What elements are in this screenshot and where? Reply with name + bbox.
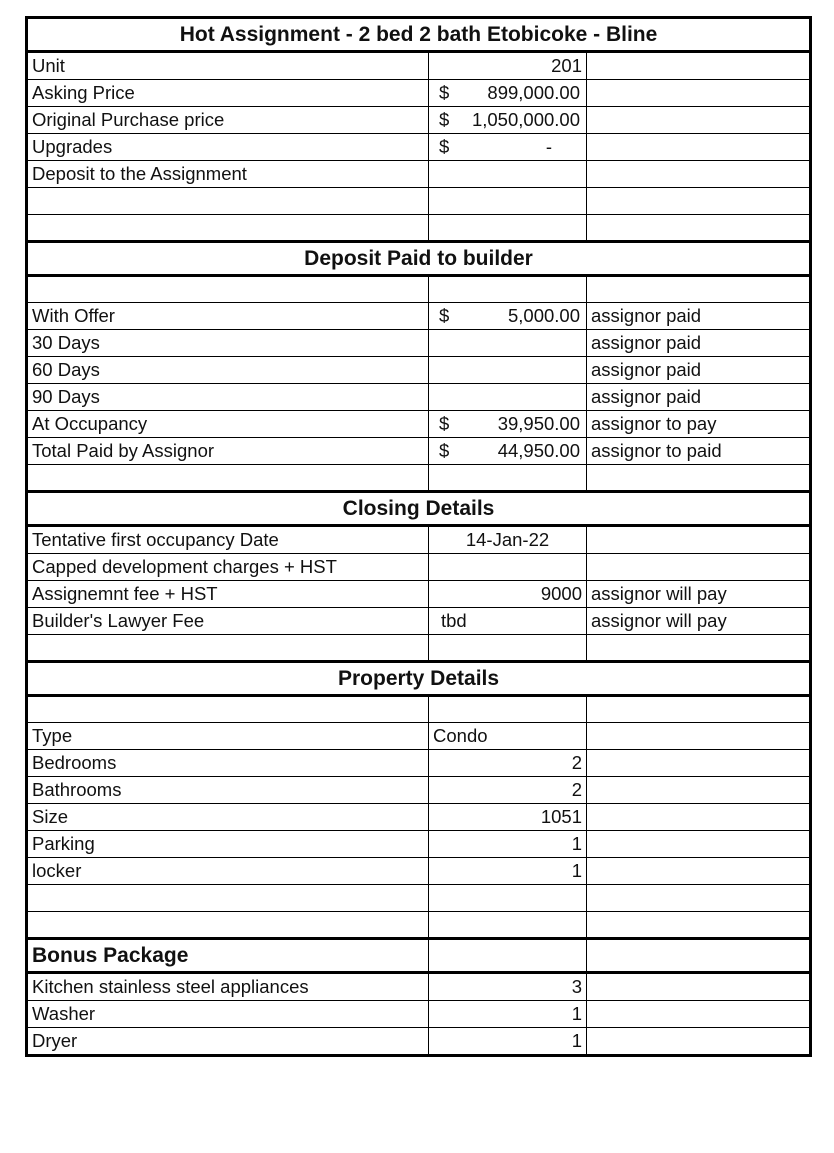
amount: - [545, 136, 552, 157]
row-note: assignor paid [587, 357, 811, 384]
row-label: Washer [27, 1001, 429, 1028]
row-label: Kitchen stainless steel appliances [27, 973, 429, 1001]
table-row [27, 1028, 811, 1056]
amount: 899,000.00 [487, 82, 580, 103]
table-row [27, 723, 811, 750]
closing-heading: Closing Details [27, 492, 811, 526]
row-value: 1 [429, 831, 587, 858]
table-row [27, 777, 811, 804]
amount: 1,050,000.00 [471, 109, 580, 130]
row-label: Upgrades [27, 134, 429, 161]
row-value: 2 [429, 750, 587, 777]
assignment-sheet [25, 16, 812, 1057]
original-price-cell [429, 107, 587, 134]
row-note: assignor will pay [587, 581, 811, 608]
row-note: assignor paid [587, 303, 811, 330]
row-label: 30 Days [27, 330, 429, 357]
row-note: assignor paid [587, 384, 811, 411]
empty-row [27, 465, 811, 492]
table-row [27, 438, 811, 465]
row-value: tbd [429, 608, 587, 635]
row-value: 3 [429, 973, 587, 1001]
currency-symbol: $ [439, 109, 450, 130]
table-row [27, 52, 811, 80]
sheet-title: Hot Assignment - 2 bed 2 bath Etobicoke - Bline [27, 18, 811, 52]
table-row [27, 107, 811, 134]
row-label: Bathrooms [27, 777, 429, 804]
deposit-heading: Deposit Paid to builder [27, 242, 811, 276]
empty-row [27, 635, 811, 662]
bonus-heading: Bonus Package [27, 939, 429, 973]
empty-row [27, 885, 811, 912]
amount-cell [429, 303, 587, 330]
row-value: 14-Jan-22 [429, 526, 587, 554]
currency-symbol: $ [439, 305, 450, 326]
asking-price-cell [429, 80, 587, 107]
table-row [27, 554, 811, 581]
row-label: At Occupancy [27, 411, 429, 438]
table-row [27, 80, 811, 107]
amount-cell [429, 438, 587, 465]
row-note: assignor to paid [587, 438, 811, 465]
row-note: assignor to pay [587, 411, 811, 438]
table-row [27, 1001, 811, 1028]
table-row [27, 303, 811, 330]
row-value: Condo [429, 723, 587, 750]
currency-symbol: $ [439, 440, 450, 461]
row-label: Assignemnt fee + HST [27, 581, 429, 608]
section-heading-row [27, 662, 811, 696]
empty-row [27, 215, 811, 242]
sheet-title-row [27, 18, 811, 52]
section-heading-row [27, 939, 811, 973]
table-row [27, 804, 811, 831]
upgrades-cell [429, 134, 587, 161]
row-note: assignor will pay [587, 608, 811, 635]
unit-value: 201 [429, 52, 587, 80]
empty-row [27, 188, 811, 215]
currency-symbol: $ [439, 413, 450, 434]
row-label: Total Paid by Assignor [27, 438, 429, 465]
table-row [27, 134, 811, 161]
amount: 44,950.00 [497, 440, 580, 461]
row-value: 1 [429, 1028, 587, 1056]
table-row [27, 831, 811, 858]
row-value: 9000 [429, 581, 587, 608]
row-note: assignor paid [587, 330, 811, 357]
row-label: Asking Price [27, 80, 429, 107]
property-heading: Property Details [27, 662, 811, 696]
row-label: Parking [27, 831, 429, 858]
row-label: Dryer [27, 1028, 429, 1056]
row-value: 2 [429, 777, 587, 804]
row-value: 1051 [429, 804, 587, 831]
amount: 5,000.00 [507, 305, 580, 326]
table-row [27, 858, 811, 885]
currency-symbol: $ [439, 136, 450, 157]
section-heading-row [27, 492, 811, 526]
row-label: 60 Days [27, 357, 429, 384]
amount: 39,950.00 [497, 413, 580, 434]
row-value: 1 [429, 858, 587, 885]
row-label: locker [27, 858, 429, 885]
row-label: Original Purchase price [27, 107, 429, 134]
section-heading-row [27, 242, 811, 276]
table-row [27, 526, 811, 554]
table-row [27, 330, 811, 357]
empty-row [27, 912, 811, 939]
table-row [27, 357, 811, 384]
table-row [27, 581, 811, 608]
table-row [27, 608, 811, 635]
row-label: Type [27, 723, 429, 750]
row-label: 90 Days [27, 384, 429, 411]
amount-cell [429, 411, 587, 438]
row-label: Bedrooms [27, 750, 429, 777]
table-row [27, 411, 811, 438]
table-row [27, 384, 811, 411]
row-label: Deposit to the Assignment [27, 161, 429, 188]
row-label: Builder's Lawyer Fee [27, 608, 429, 635]
table-row [27, 161, 811, 188]
currency-symbol: $ [439, 82, 450, 103]
empty-row [27, 696, 811, 723]
row-label: With Offer [27, 303, 429, 330]
table-row [27, 973, 811, 1001]
row-label: Size [27, 804, 429, 831]
row-value: 1 [429, 1001, 587, 1028]
row-label: Capped development charges + HST [27, 554, 429, 581]
row-label: Tentative first occupancy Date [27, 526, 429, 554]
row-label: Unit [27, 52, 429, 80]
empty-row [27, 276, 811, 303]
table-row [27, 750, 811, 777]
